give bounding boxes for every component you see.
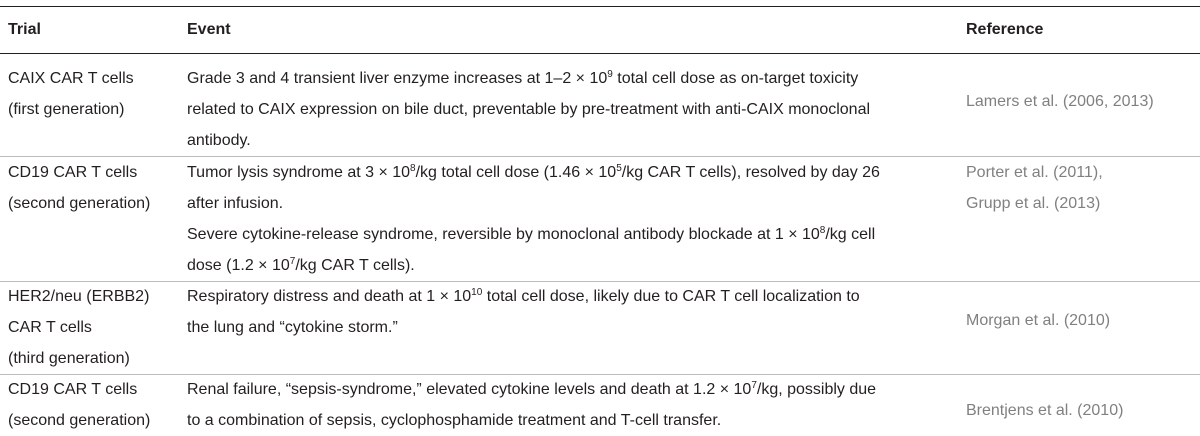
event-line: Grade 3 and 4 transient liver enzyme increases at $1-2 \times 10^9$ total cell dose as on-target toxicity xyxy=(187,69,859,87)
trial-line: (second generation) xyxy=(8,195,151,212)
header-reference: Reference xyxy=(966,21,1044,38)
row-3-event xyxy=(187,281,957,343)
trial-line: (third generation) xyxy=(8,350,130,367)
event-line: the lung and “cytokine storm.” xyxy=(187,319,398,336)
trial-line: CAR T cells xyxy=(8,319,92,336)
header-trial: Trial xyxy=(8,21,41,38)
event-line: Tumor lysis syndrome at $3 \times 10^8/kg$ total cell dose ($1.46 \times 10^5/kg$ CAR T cells), resolved by day 26 xyxy=(187,163,880,181)
row-3-trial xyxy=(8,281,178,374)
trial-line: CAIX CAR T cells xyxy=(8,70,134,87)
trial-line: CD19 CAR T cells xyxy=(8,381,138,398)
event-line: antibody. xyxy=(187,132,251,149)
event-line: related to CAIX expression on bile duct, preventable by pre-treatment with anti-CAIX monoclonal xyxy=(187,101,871,118)
event-line: Renal failure, “sepsis-syndrome,” elevated cytokine levels and death at $1.2 \times 10^7/kg$, possibly due xyxy=(187,380,877,398)
row-2-event xyxy=(187,157,957,281)
table-top-rule xyxy=(0,6,1200,7)
row-4-reference xyxy=(966,395,1196,426)
trial-line: CD19 CAR T cells xyxy=(8,164,138,181)
trial-line: HER2/neu (ERBB2) xyxy=(8,288,150,305)
event-line: Severe cytokine-release syndrome, reversible by monoclonal antibody blockade at $1 \times 10^8/kg$ cell xyxy=(187,225,876,243)
trial-line: (second generation) xyxy=(8,412,151,429)
row-2-trial xyxy=(8,157,178,219)
event-line: to a combination of sepsis, cyclophosphamide treatment and T-cell transfer. xyxy=(187,412,722,429)
reference-line: Lamers et al. (2006, 2013) xyxy=(966,93,1154,110)
event-line: dose ($1.2 \times 10^7/kg$ CAR T cells). xyxy=(187,256,415,274)
header-event: Event xyxy=(187,21,231,38)
event-line: Respiratory distress and death at $1 \times 10^{10}$ total cell dose, likely due to CAR T cell localization to xyxy=(187,287,860,305)
row-1-trial xyxy=(8,63,178,125)
header-rule xyxy=(0,53,1200,54)
reference-line: Morgan et al. (2010) xyxy=(966,312,1111,329)
reference-line: Grupp et al. (2013) xyxy=(966,195,1101,212)
event-line: after infusion. xyxy=(187,195,284,212)
row-1-reference xyxy=(966,86,1196,117)
row-3-reference xyxy=(966,305,1196,336)
reference-line: Brentjens et al. (2010) xyxy=(966,402,1124,419)
row-2-reference xyxy=(966,157,1196,219)
row-1-event xyxy=(187,63,957,156)
reference-line: Porter et al. (2011), xyxy=(966,164,1103,181)
row-4-trial xyxy=(8,374,178,436)
row-4-event xyxy=(187,374,957,436)
trial-line: (first generation) xyxy=(8,101,125,118)
